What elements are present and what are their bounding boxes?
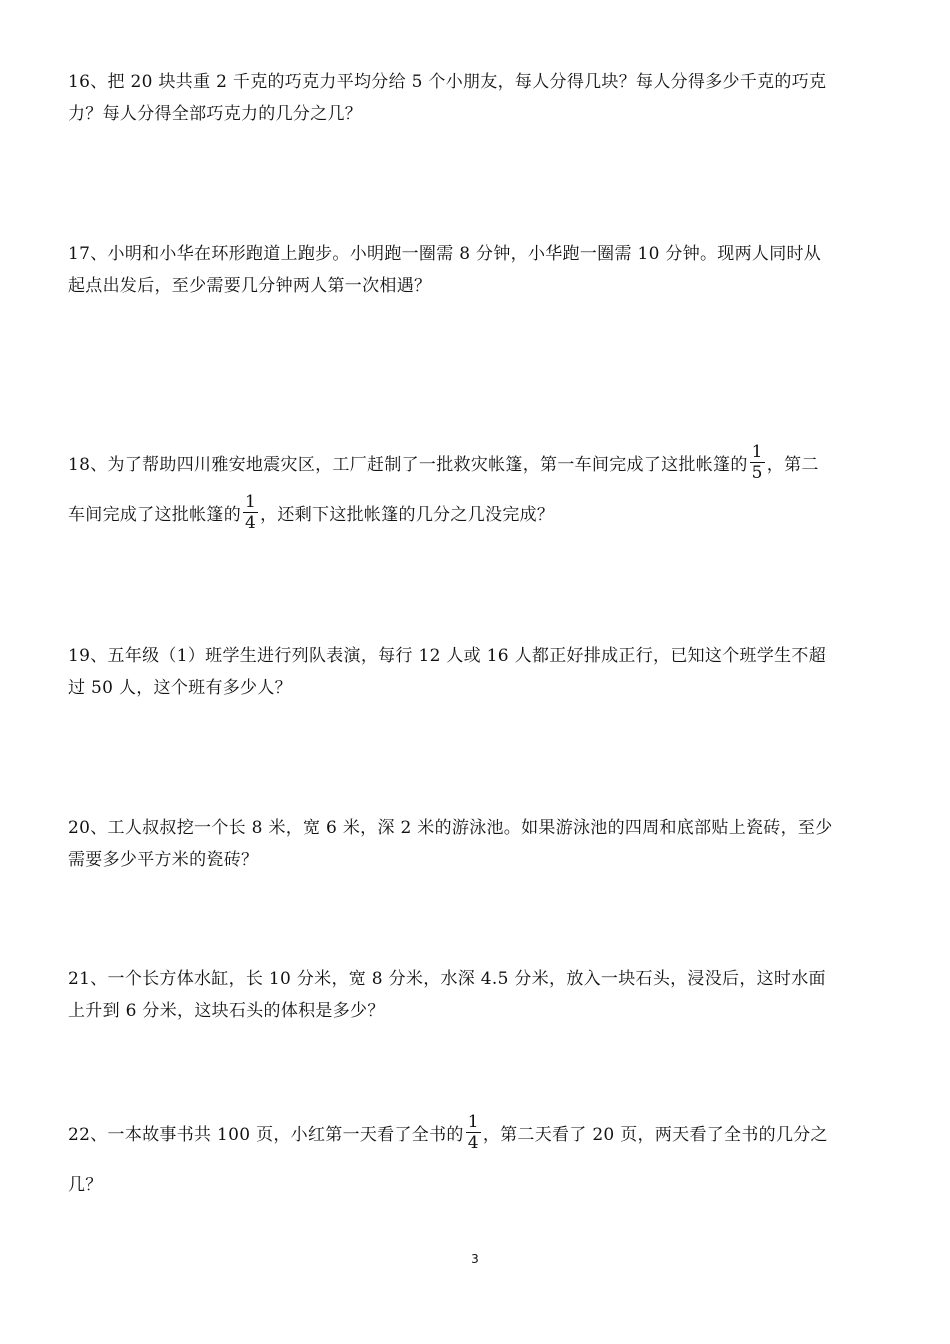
fraction-denominator: 5 <box>751 463 763 483</box>
fraction-one-fifth <box>750 442 765 483</box>
question-17-line-2: 起点出发后，至少需要几分钟两人第一次相遇？ <box>68 276 432 296</box>
question-21-line-1: 21、一个长方体水缸，长 10 分米，宽 8 分米，水深 4.5 分米，放入一块石头，浸没后，这时水面 <box>68 969 826 989</box>
question-16 <box>68 66 888 130</box>
question-17 <box>68 238 888 302</box>
question-18-text-1b: ，第二 <box>766 455 819 475</box>
question-16-line-2: 力？每人分得全部巧克力的几分之几？ <box>68 104 363 124</box>
fraction-numerator: 1 <box>245 492 257 512</box>
fraction-numerator: 1 <box>467 1112 479 1132</box>
question-18 <box>68 440 888 540</box>
question-19-line-1: 19、五年级（1）班学生进行列队表演，每行 12 人或 16 人都正好排成正行，已知这个班学生不超 <box>68 646 827 666</box>
question-18-text-2a: 车间完成了这批帐篷的 <box>68 505 241 525</box>
question-21 <box>68 963 888 1027</box>
question-22-text-1a: 22、一本故事书共 100 页，小红第一天看了全书的 <box>68 1125 464 1145</box>
question-22-line-2: 几？ <box>68 1175 103 1195</box>
question-19-line-2: 过 50 人，这个班有多少人？ <box>68 678 292 698</box>
question-20-line-1: 20、工人叔叔挖一个长 8 米，宽 6 米，深 2 米的游泳池。如果游泳池的四周和底部贴上瓷砖，至少 <box>68 818 833 838</box>
question-18-line-2 <box>68 490 888 540</box>
question-20-line-2: 需要多少平方米的瓷砖？ <box>68 850 259 870</box>
question-19 <box>68 640 888 704</box>
page-number: 3 <box>471 1252 479 1266</box>
fraction-one-fourth <box>243 492 258 533</box>
fraction-numerator: 1 <box>751 442 763 462</box>
question-18-text-1a: 18、为了帮助四川雅安地震灾区，工厂赶制了一批救灾帐篷，第一车间完成了这批帐篷的 <box>68 455 748 475</box>
question-18-line-1 <box>68 440 888 490</box>
fraction-denominator: 4 <box>245 513 257 533</box>
question-16-line-1: 16、把 20 块共重 2 千克的巧克力平均分给 5 个小朋友，每人分得几块？每人分得多少千克的巧克 <box>68 72 827 92</box>
question-20 <box>68 812 888 876</box>
question-22 <box>68 1110 888 1210</box>
question-18-text-2b: ，还剩下这批帐篷的几分之几没完成？ <box>260 505 555 525</box>
fraction-one-fourth <box>466 1112 481 1153</box>
fraction-denominator: 4 <box>467 1133 479 1153</box>
question-22-text-1b: ，第二天看了 20 页，两天看了全书的几分之 <box>482 1125 828 1145</box>
question-21-line-2: 上升到 6 分米，这块石头的体积是多少？ <box>68 1001 385 1021</box>
question-22-line-1 <box>68 1110 888 1160</box>
question-17-line-1: 17、小明和小华在环形跑道上跑步。小明跑一圈需 8 分钟，小华跑一圈需 10 分钟。现两人同时从 <box>68 244 822 264</box>
